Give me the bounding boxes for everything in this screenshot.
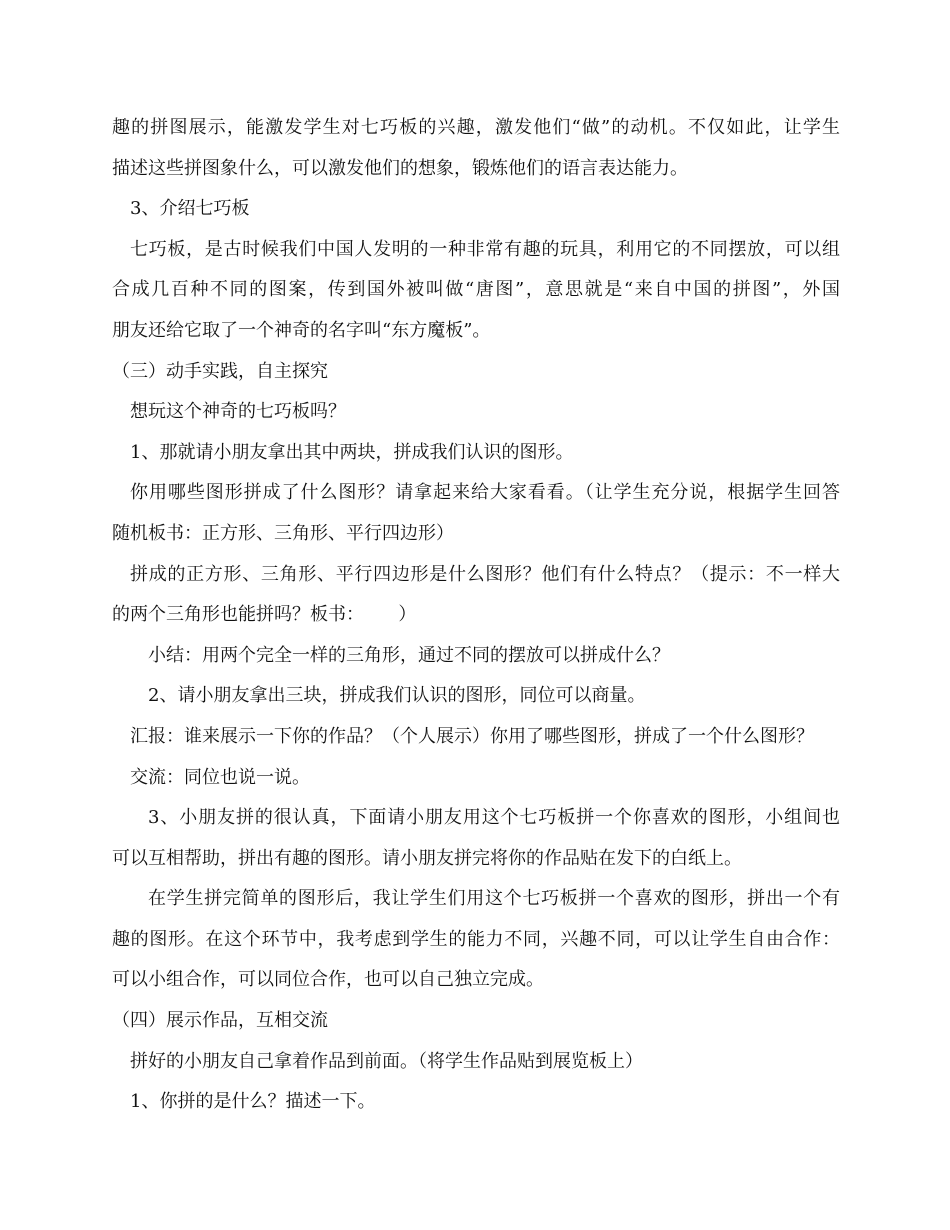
section-heading: （四）展示作品，互相交流 — [112, 1010, 328, 1032]
section-heading: 3、介绍七巧板 — [130, 198, 250, 220]
paragraph-line: 想玩这个神奇的七巧板吗？ — [130, 401, 346, 423]
paragraph-line: 可以小组合作，可以同位合作，也可以自己独立完成。 — [112, 969, 544, 991]
paragraph-line: 可以互相帮助，拼出有趣的图形。请小朋友拼完将你的作品贴在发下的白纸上。 — [112, 847, 742, 869]
paragraph-line: 汇报：谁来展示一下你的作品？（个人展示）你用了哪些图形，拼成了一个什么图形？ — [130, 725, 814, 747]
paragraph-line: 1、你拼的是什么？描述一下。 — [130, 1091, 376, 1113]
paragraph-line: 拼好的小朋友自己拿着作品到前面。（将学生作品贴到展览板上） — [130, 1050, 643, 1072]
paragraph-line: 描述这些拼图象什么，可以激发他们的想象，锻炼他们的语言表达能力。 — [112, 157, 688, 179]
paragraph-line: 朋友还给它取了一个神奇的名字叫“东方魔板”。 — [112, 319, 491, 341]
paragraph-line: 交流：同位也说一说。 — [130, 766, 310, 788]
paragraph-line: 合成几百种不同的图案，传到国外被叫做“唐图”，意思就是“来自中国的拼图”，外国 — [112, 279, 840, 301]
paragraph-line: 3、小朋友拼的很认真，下面请小朋友用这个七巧板拼一个你喜欢的图形，小组间也 — [148, 807, 840, 829]
paragraph-line: 趣的拼图展示，能激发学生对七巧板的兴趣，激发他们“做”的动机。不仅如此，让学生 — [112, 117, 840, 138]
paragraph-line: 七巧板，是古时候我们中国人发明的一种非常有趣的玩具，利用它的不同摆放，可以组 — [130, 238, 840, 260]
paragraph-line: 小结：用两个完全一样的三角形，通过不同的摆放可以拼成什么？ — [148, 644, 670, 666]
paragraph-line: 拼成的正方形、三角形、平行四边形是什么图形？他们有什么特点？（提示：不一样大 — [130, 563, 840, 585]
paragraph-line: 的两个三角形也能拼吗？板书： ） — [112, 604, 417, 626]
document-body — [112, 108, 840, 1123]
paragraph-line: 1、那就请小朋友拿出其中两块，拼成我们认识的图形。 — [130, 441, 574, 463]
paragraph-line: 在学生拼完简单的图形后，我让学生们用这个七巧板拼一个喜欢的图形，拼出一个有 — [148, 888, 840, 910]
paragraph-line: 2、请小朋友拿出三块，拼成我们认识的图形，同位可以商量。 — [148, 685, 646, 707]
paragraph-line: 趣的图形。在这个环节中，我考虑到学生的能力不同，兴趣不同，可以让学生自由合作： — [112, 928, 840, 950]
section-heading: （三）动手实践，自主探究 — [112, 360, 328, 382]
paragraph-line: 你用哪些图形拼成了什么图形？请拿起来给大家看看。（让学生充分说，根据学生回答 — [130, 482, 840, 504]
paragraph-line: 随机板书：正方形、三角形、平行四边形） — [112, 522, 454, 544]
